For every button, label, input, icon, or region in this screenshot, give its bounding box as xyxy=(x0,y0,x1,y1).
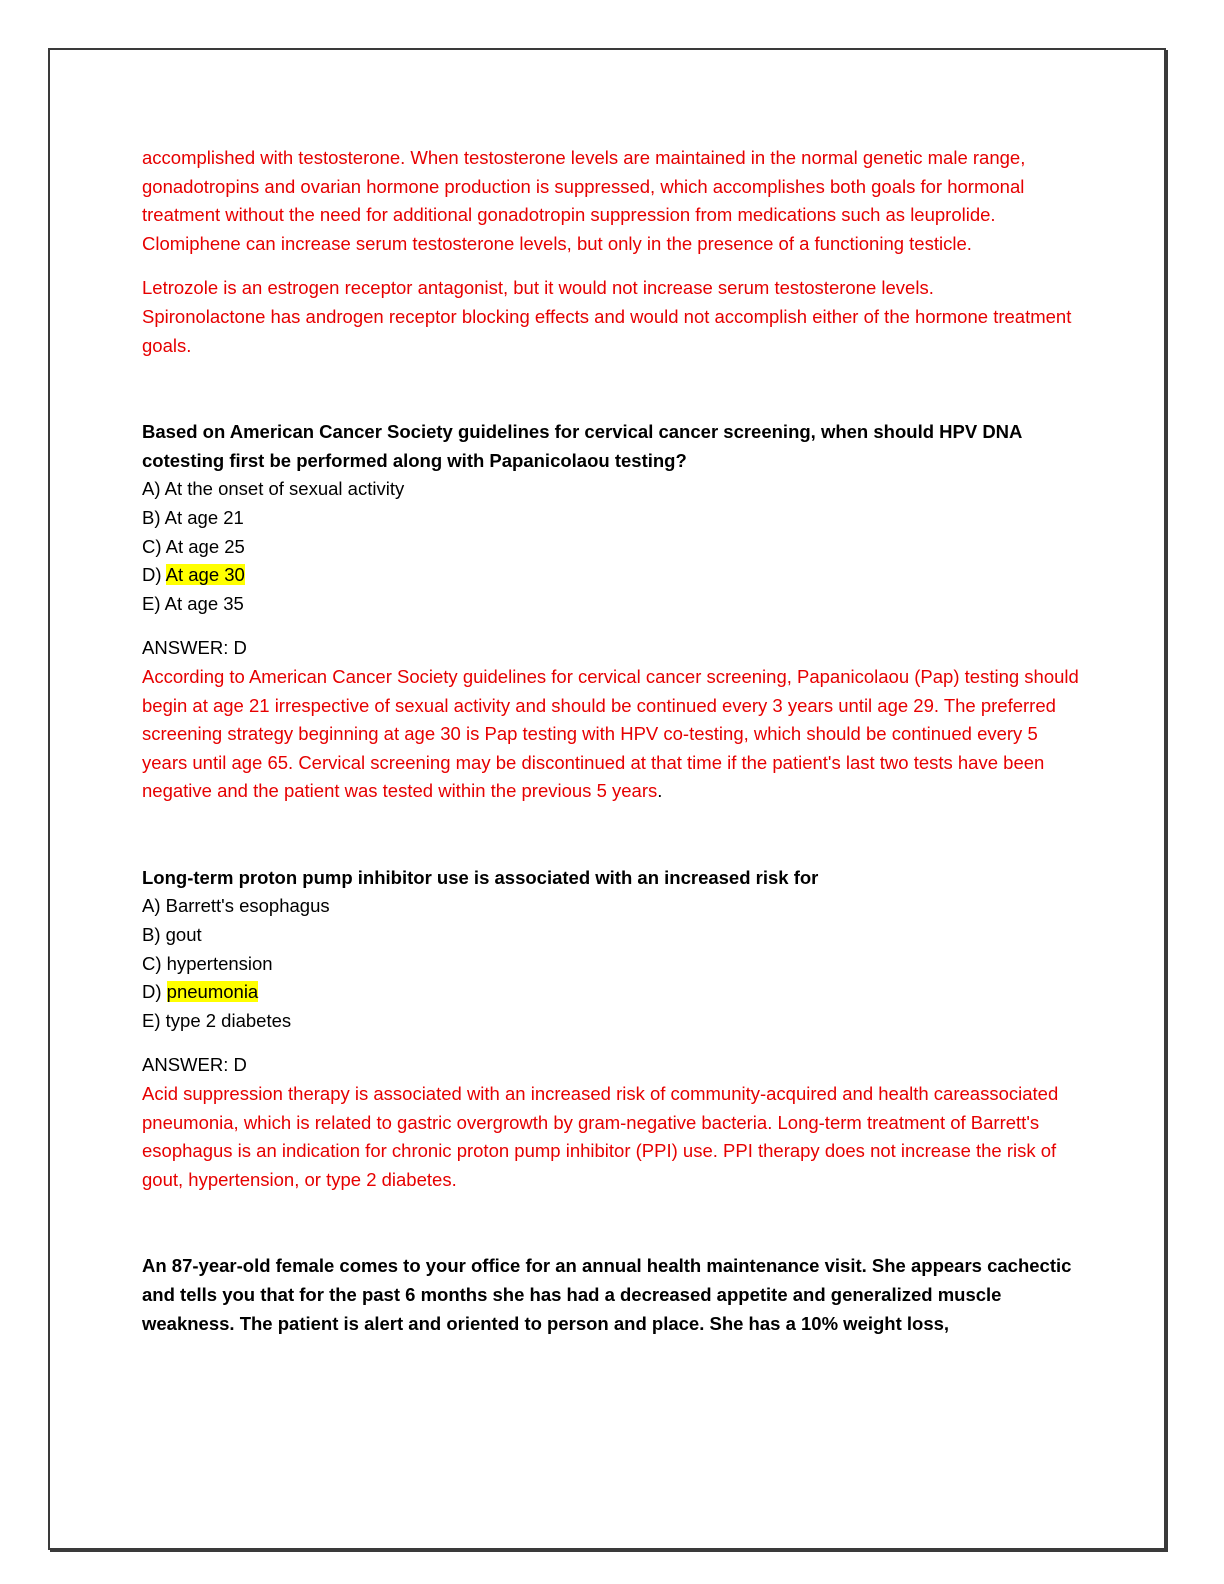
intro-paragraph: accomplished with testosterone. When testosterone levels are maintained in the normal genetic male range, gonadotropins and ovarian hormone production is suppressed, which accomplishes both goals for hormonal treatment without the need for additional gonadotropin suppression from medications such as leuprolide. xyxy=(142,147,1026,226)
spironolactone-paragraph: Spironolactone has androgen receptor blocking effects and would not accomplish either of the hormone treatment goals. xyxy=(142,305,1072,356)
q1-answer: ANSWER: D xyxy=(142,637,247,659)
q1-explanation: According to American Cancer Society guidelines for cervical cancer screening, Papanicolaou (Pap) testing should begin at age 21 irrespective of sexual activity and should be continued every 3 years until age 29. The preferred screening strategy beginning at age 30 is Pap testing with HPV co-testing, which should be continued every 5 years until age 65. Cervical screening may be discontinued at that time if the patient's last two tests have been negative and the patient was tested within the previous 5 years. xyxy=(142,665,1079,802)
document-body xyxy=(142,144,1082,1338)
q1-option-b: B) At age 21 xyxy=(142,506,244,528)
q2-option-b: B) gout xyxy=(142,924,202,946)
question-1: Based on American Cancer Society guidelines for cervical cancer screening, when should HPV DNA cotesting first be performed along with Papanicolaou testing? xyxy=(142,421,1022,471)
q2-answer: ANSWER: D xyxy=(142,1054,247,1076)
question-2: Long-term proton pump inhibitor use is associated with an increased risk for xyxy=(142,866,819,888)
q1-option-c: C) At age 25 xyxy=(142,535,245,557)
question-3: An 87-year-old female comes to your office for an annual health maintenance visit. She appears cachectic and tells you that for the past 6 months she has had a decreased appetite and generalized muscle weakness. The patient is alert and oriented to person and place. She has a 10% weight loss, xyxy=(142,1255,1072,1334)
q1-option-d: D) At age 30 xyxy=(142,564,245,586)
q2-option-e: E) type 2 diabetes xyxy=(142,1009,292,1031)
q2-highlighted-answer: pneumonia xyxy=(166,981,259,1003)
clomiphene-paragraph: Clomiphene can increase serum testosterone levels, but only in the presence of a functioning testicle. xyxy=(142,232,972,254)
q1-highlighted-answer: At age 30 xyxy=(165,564,245,586)
q2-explanation: Acid suppression therapy is associated with an increased risk of community-acquired and health careassociated pneumonia, which is related to gastric overgrowth by gram-negative bacteria. Long-term treatment of Barrett's esophagus is an indication for chronic proton pump inhibitor (PPI) use. PPI therapy does not increase the risk of gout, hypertension, or type 2 diabetes. xyxy=(142,1083,1059,1190)
q2-option-c: C) hypertension xyxy=(142,952,273,974)
q1-option-e: E) At age 35 xyxy=(142,592,244,614)
letrozole-paragraph: Letrozole is an estrogen receptor antagonist, but it would not increase serum testosterone levels. xyxy=(142,277,934,299)
q2-option-a: A) Barrett's esophagus xyxy=(142,895,330,917)
q2-option-d: D) pneumonia xyxy=(142,981,259,1003)
q1-option-a: A) At the onset of sexual activity xyxy=(142,478,405,500)
